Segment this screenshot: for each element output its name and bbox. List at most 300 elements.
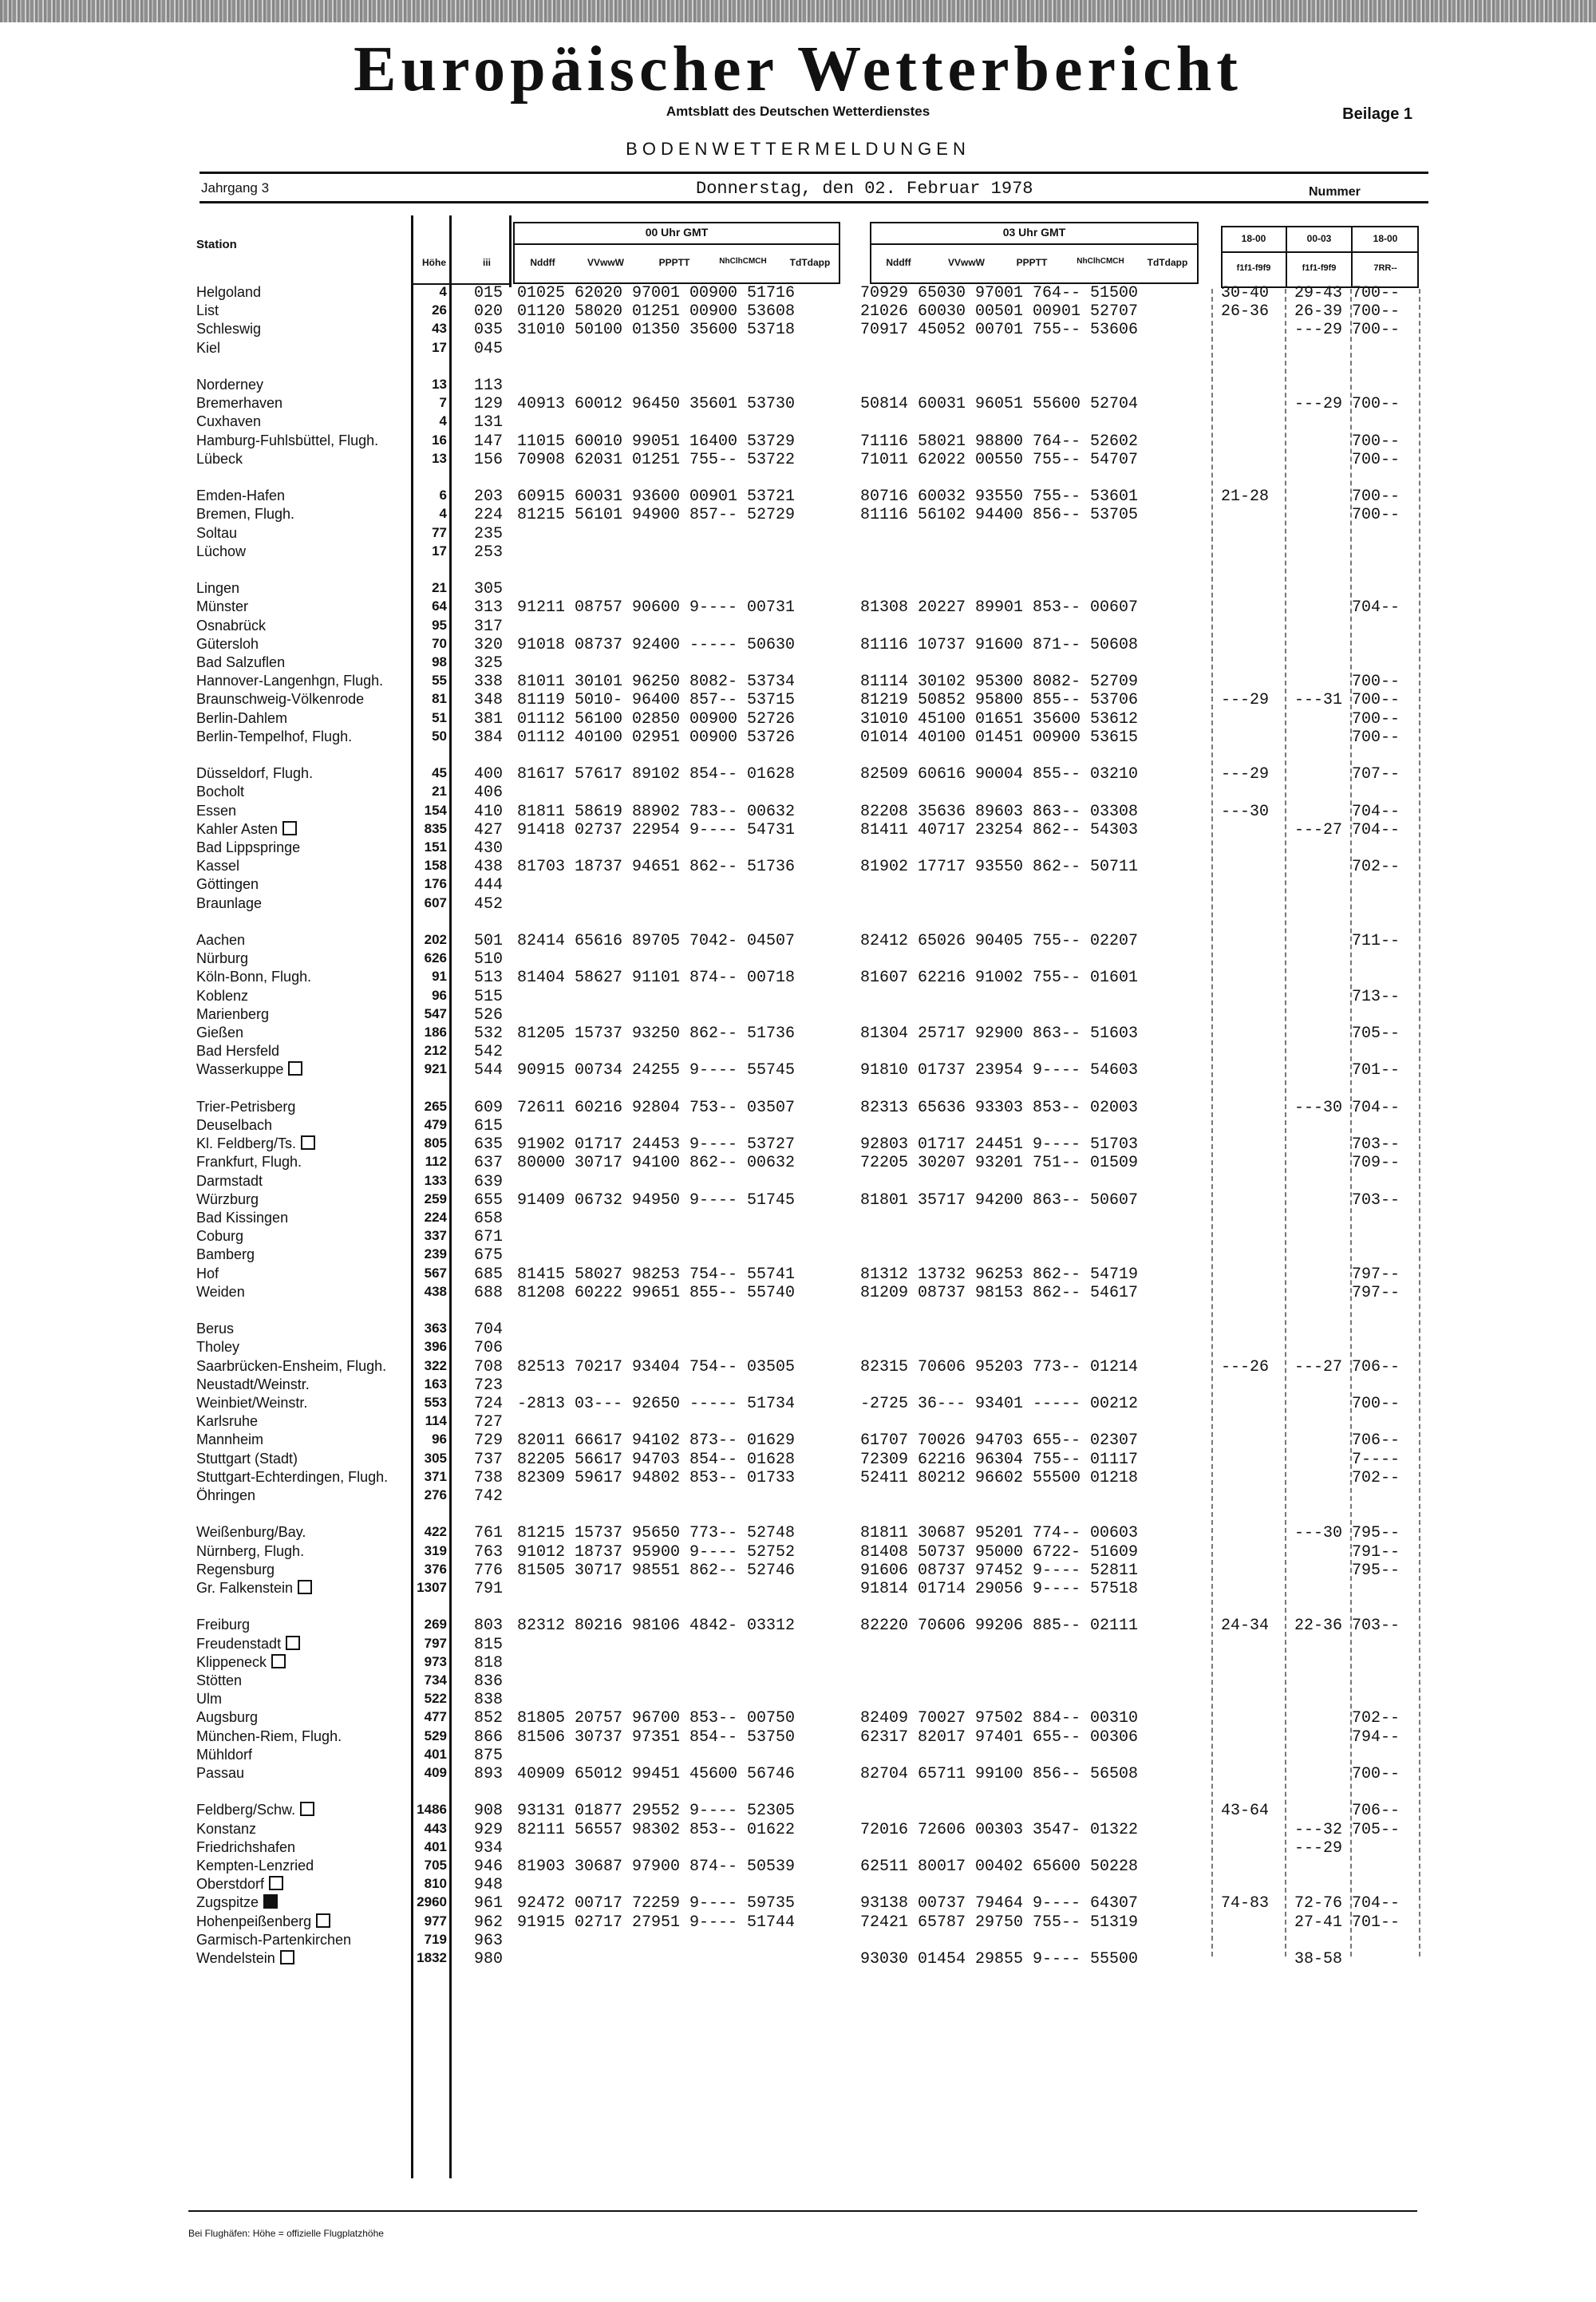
- station-name: [196, 1691, 222, 1708]
- nummer-label: Nummer: [1309, 185, 1361, 199]
- rule-bottom: [188, 2210, 1417, 2212]
- table-row: [0, 488, 1596, 506]
- station-index: 706: [474, 1339, 504, 1358]
- station-height: 96: [432, 987, 447, 1003]
- station-name: [196, 932, 245, 949]
- obs-03-gmt: 62317 82017 97401 655-- 00306: [860, 1727, 1139, 1747]
- station-name: [196, 1672, 242, 1689]
- obs-00-gmt: 81215 56101 94900 857-- 52729: [517, 506, 796, 525]
- obs-03-gmt: -2725 36--- 93401 ----- 00212: [860, 1395, 1139, 1413]
- station-name: [196, 1562, 275, 1578]
- obs-00-gmt: 93131 01877 29552 9---- 52305: [517, 1802, 796, 1821]
- station-name-text: Cuxhaven: [196, 413, 262, 430]
- extra-7rr: 713--: [1352, 987, 1400, 1006]
- station-name: [196, 1135, 315, 1152]
- obs-00-gmt: 81415 58027 98253 754-- 55741: [517, 1265, 796, 1284]
- obs-00-gmt: 82312 80216 98106 4842- 03312: [517, 1617, 796, 1636]
- station-name-text: Stötten: [196, 1672, 243, 1688]
- station-index: 544: [474, 1061, 504, 1080]
- station-height: 479: [424, 1117, 447, 1132]
- table-row: [0, 673, 1596, 691]
- table-row: [0, 636, 1596, 654]
- table-row: [0, 1672, 1596, 1691]
- obs-00-gmt: 81119 5010- 96400 857-- 53715: [517, 691, 796, 710]
- extra-7rr: 700--: [1352, 691, 1400, 710]
- station-name-text: Garmisch-Partenkirchen: [196, 1931, 352, 1948]
- obs-03-gmt: 81114 30102 95300 8082- 52709: [860, 673, 1139, 692]
- station-height: 77: [432, 524, 447, 540]
- col00-clouds: NhClhCMCH: [719, 257, 767, 266]
- table-row: [0, 803, 1596, 821]
- station-name: [196, 1654, 286, 1671]
- extra-18-00: 74-83: [1221, 1894, 1270, 1913]
- station-name-text: Lübeck: [196, 450, 243, 467]
- station-name: [196, 1487, 255, 1504]
- station-index: 113: [474, 377, 504, 395]
- table-row: [0, 1709, 1596, 1727]
- extra-00-03: ---29: [1294, 1838, 1343, 1858]
- station-height: 50: [432, 728, 447, 744]
- extra-00-03: ---32: [1294, 1820, 1343, 1839]
- obs-00-gmt: 40909 65012 99451 45600 56746: [517, 1765, 796, 1783]
- extra-7rr: 797--: [1352, 1283, 1400, 1302]
- station-name-text: Zugspitze: [196, 1894, 259, 1911]
- extra-7rr: 705--: [1352, 1820, 1400, 1839]
- station-index: 791: [474, 1580, 504, 1598]
- obs-03-gmt: 72205 30207 93201 751-- 01509: [860, 1154, 1139, 1173]
- station-height: 438: [424, 1283, 447, 1299]
- station-name: [196, 821, 297, 838]
- station-height: 319: [424, 1542, 447, 1558]
- extra-18-00: ---29: [1221, 765, 1270, 784]
- station-height: 16: [432, 432, 447, 448]
- obs-00-gmt: 11015 60010 99051 16400 53729: [517, 432, 796, 451]
- extra-7rr: 700--: [1352, 488, 1400, 507]
- station-name-text: Passau: [196, 1765, 245, 1781]
- station-height: 276: [424, 1487, 447, 1502]
- station-name: [196, 451, 243, 468]
- col03-nddff: Nddff: [886, 257, 911, 268]
- obs-03-gmt: 81116 56102 94400 856-- 53705: [860, 506, 1139, 525]
- extra-7rr: 704--: [1352, 598, 1400, 618]
- col00-vvwww: VVwwW: [587, 257, 624, 268]
- station-name: [196, 673, 383, 689]
- station-name: [196, 1543, 304, 1560]
- station-name: [196, 784, 244, 800]
- extra-7rr: 704--: [1352, 1098, 1400, 1117]
- station-name-text: Feldberg/Schw.: [196, 1802, 296, 1818]
- table-row: [0, 413, 1596, 432]
- open-square-marker: [280, 1950, 294, 1964]
- col-iii: iii: [482, 257, 491, 268]
- station-index: 320: [474, 635, 504, 654]
- obs-00-gmt: 92472 00717 72259 9---- 59735: [517, 1894, 796, 1913]
- table-row: [0, 876, 1596, 894]
- table-row: [0, 969, 1596, 987]
- station-name-text: Stuttgart-Echterdingen, Flugh.: [196, 1468, 389, 1485]
- col03-tdapp: TdTdapp: [1147, 257, 1188, 268]
- obs-03-gmt: 81116 10737 91600 871-- 50608: [860, 635, 1139, 654]
- obs-00-gmt: 82513 70217 93404 754-- 03505: [517, 1357, 796, 1376]
- rule-top: [200, 172, 1428, 174]
- subtitle: Amtsblatt des Deutschen Wetterdienstes: [666, 104, 930, 119]
- extra-7rr: 704--: [1352, 820, 1400, 839]
- extra-7rr: 700--: [1352, 302, 1400, 322]
- obs-03-gmt: 50814 60031 96051 55600 52704: [860, 395, 1139, 414]
- station-index: 156: [474, 450, 504, 469]
- extra-7rr: 795--: [1352, 1561, 1400, 1580]
- station-name-text: Mannheim: [196, 1431, 264, 1448]
- station-height: 13: [432, 377, 447, 392]
- station-name: [196, 413, 261, 430]
- issue-date: Donnerstag, den 02. Februar 1978: [696, 179, 1033, 199]
- station-name-text: Oberstdorf: [196, 1876, 265, 1893]
- station-name: [196, 803, 236, 819]
- station-index: 948: [474, 1876, 504, 1895]
- station-height: 70: [432, 635, 447, 651]
- obs-03-gmt: 82509 60616 90004 855-- 03210: [860, 765, 1139, 784]
- station-height: 163: [424, 1376, 447, 1392]
- station-name: [196, 1580, 312, 1597]
- station-index: 129: [474, 395, 504, 414]
- station-name-text: Weiden: [196, 1283, 245, 1300]
- extra-00-03: ---27: [1294, 820, 1343, 839]
- extra-00-03: 26-39: [1294, 302, 1343, 322]
- station-height: 705: [424, 1858, 447, 1873]
- station-name-text: Kiel: [196, 339, 221, 356]
- extra-00-03: 22-36: [1294, 1617, 1343, 1636]
- station-name: [196, 1043, 279, 1060]
- table-row: [0, 1395, 1596, 1413]
- extra-7rr: 704--: [1352, 1894, 1400, 1913]
- station-name: [196, 636, 259, 653]
- table-row: [0, 377, 1596, 395]
- station-index: 934: [474, 1838, 504, 1858]
- station-name: [196, 858, 239, 875]
- station-height: 112: [425, 1154, 447, 1170]
- station-name: [196, 691, 364, 708]
- table-row: [0, 1543, 1596, 1562]
- obs-00-gmt: 01025 62020 97001 00900 51716: [517, 284, 796, 302]
- table-row: [0, 654, 1596, 673]
- extra-7rr: 700--: [1352, 432, 1400, 451]
- col00-nddff: Nddff: [530, 257, 555, 268]
- station-name-text: Hamburg-Fuhlsbüttel, Flugh.: [196, 432, 379, 448]
- table-row: [0, 1173, 1596, 1191]
- obs-00-gmt: 81404 58627 91101 874-- 00718: [517, 969, 796, 988]
- station-index: 852: [474, 1709, 504, 1728]
- obs-00-gmt: 01120 58020 01251 00900 53608: [517, 302, 796, 322]
- table-row: [0, 1469, 1596, 1487]
- table-row: [0, 1691, 1596, 1709]
- station-name: [196, 598, 248, 615]
- station-height: 81: [432, 691, 447, 707]
- extra-col-2: 00-03: [1306, 233, 1332, 244]
- station-name-text: Nürburg: [196, 950, 249, 967]
- obs-00-gmt: -2813 03--- 92650 ----- 51734: [517, 1395, 796, 1413]
- station-index: 131: [474, 413, 504, 432]
- station-index: 452: [474, 894, 504, 914]
- obs-03-gmt: 81607 62216 91002 755-- 01601: [860, 969, 1139, 988]
- station-height: 477: [424, 1709, 447, 1725]
- station-height: 133: [424, 1172, 447, 1188]
- table-row: [0, 451, 1596, 469]
- obs-00-gmt: 81505 30717 98551 862-- 52746: [517, 1561, 796, 1580]
- table-row: [0, 1562, 1596, 1580]
- station-height: 265: [424, 1098, 447, 1114]
- extra-18-00: ---26: [1221, 1357, 1270, 1376]
- station-name: [196, 580, 239, 597]
- station-index: 532: [474, 1025, 504, 1043]
- station-index: 235: [474, 524, 504, 543]
- station-name: [196, 618, 266, 634]
- station-name: [196, 1284, 245, 1301]
- col03-vvwww: VVwwW: [947, 257, 985, 268]
- obs-03-gmt: 81308 20227 89901 853-- 00607: [860, 598, 1139, 618]
- station-name: [196, 1451, 298, 1467]
- table-row: [0, 765, 1596, 784]
- station-index: 658: [474, 1210, 504, 1228]
- station-height: 409: [424, 1765, 447, 1780]
- obs-03-gmt: 31010 45100 01651 35600 53612: [860, 709, 1139, 729]
- station-height: 371: [424, 1468, 447, 1484]
- station-name: [196, 1747, 252, 1763]
- section-title: BODENWETTERMELDUNGEN: [626, 139, 970, 159]
- col00-tdapp: TdTdapp: [789, 257, 831, 268]
- station-name: [196, 765, 313, 782]
- obs-00-gmt: 82309 59617 94802 853-- 01733: [517, 1468, 796, 1487]
- station-name: [196, 1413, 258, 1430]
- beilage-label: Beilage 1: [1342, 105, 1412, 123]
- station-height: 4: [439, 284, 447, 299]
- station-name: [196, 1173, 263, 1190]
- station-name-text: Klippeneck: [196, 1653, 267, 1670]
- station-height: 973: [424, 1653, 447, 1669]
- station-name-text: Münster: [196, 598, 249, 615]
- extra-7rr: 701--: [1352, 1061, 1400, 1080]
- station-index: 946: [474, 1858, 504, 1876]
- extra-18-00: 30-40: [1221, 284, 1270, 302]
- station-height: 422: [424, 1524, 447, 1540]
- extra-18-00: 21-28: [1221, 488, 1270, 507]
- table-row: [0, 729, 1596, 747]
- station-name-text: Bocholt: [196, 784, 245, 800]
- station-name: [196, 950, 248, 967]
- station-name: [196, 1524, 306, 1541]
- station-name-text: Norderney: [196, 377, 264, 393]
- table-row: [0, 1821, 1596, 1839]
- extra-18-00: ---30: [1221, 802, 1270, 821]
- table-row: [0, 1154, 1596, 1172]
- station-height: 1486: [417, 1802, 447, 1818]
- extra-sub-1: f1f1-f9f9: [1236, 263, 1271, 273]
- station-name-text: Darmstadt: [196, 1172, 263, 1189]
- station-name: [196, 839, 300, 856]
- station-height: 176: [424, 876, 447, 892]
- station-name-text: Öhringen: [196, 1487, 256, 1503]
- station-index: 427: [474, 820, 504, 839]
- station-height: 21: [432, 784, 447, 800]
- obs-03-gmt: 91606 08737 97452 9---- 52811: [860, 1561, 1139, 1580]
- station-name-text: Wendelstein: [196, 1950, 275, 1966]
- station-name-text: Soltau: [196, 524, 238, 541]
- rule-after-iii: [509, 215, 512, 287]
- table-row: [0, 1043, 1596, 1061]
- station-height: 607: [424, 894, 447, 910]
- station-name-text: Nürnberg, Flugh.: [196, 1542, 305, 1559]
- obs-00-gmt: 82414 65616 89705 7042- 04507: [517, 932, 796, 950]
- station-height: 734: [424, 1672, 447, 1688]
- obs-03-gmt: 72016 72606 00303 3547- 01322: [860, 1820, 1139, 1839]
- station-index: 688: [474, 1283, 504, 1302]
- open-square-marker: [286, 1636, 300, 1650]
- extra-col-1: 18-00: [1241, 233, 1266, 244]
- station-height: 921: [424, 1061, 447, 1077]
- extra-18-00: ---29: [1221, 691, 1270, 710]
- table-row: [0, 1321, 1596, 1339]
- station-index: 639: [474, 1172, 504, 1191]
- station-name: [196, 1376, 310, 1393]
- obs-00-gmt: 81208 60222 99651 855-- 55740: [517, 1283, 796, 1302]
- extra-00-03: ---29: [1294, 321, 1343, 340]
- station-height: 55: [432, 673, 447, 689]
- table-row: [0, 1284, 1596, 1302]
- obs-03-gmt: 81219 50852 95800 855-- 53706: [860, 691, 1139, 710]
- station-name-text: Marienberg: [196, 1005, 270, 1022]
- obs-00-gmt: 31010 50100 01350 35600 53718: [517, 321, 796, 340]
- obs-03-gmt: 81902 17717 93550 862-- 50711: [860, 858, 1139, 877]
- station-name-text: Köln-Bonn, Flugh.: [196, 969, 312, 985]
- station-name-text: Ulm: [196, 1691, 222, 1708]
- station-name: [196, 1117, 272, 1134]
- station-height: 977: [424, 1913, 447, 1929]
- obs-00-gmt: 91211 08757 90600 9---- 00731: [517, 598, 796, 618]
- station-name: [196, 284, 261, 301]
- table-row: [0, 340, 1596, 358]
- obs-00-gmt: 70908 62031 01251 755-- 53722: [517, 450, 796, 469]
- station-height: 51: [432, 709, 447, 725]
- station-height: 239: [424, 1246, 447, 1262]
- station-name-text: Konstanz: [196, 1820, 257, 1837]
- station-index: 313: [474, 598, 504, 618]
- table-row: [0, 1266, 1596, 1284]
- station-height: 13: [432, 450, 447, 466]
- station-index: 224: [474, 506, 504, 525]
- station-index: 742: [474, 1487, 504, 1506]
- station-index: 815: [474, 1635, 504, 1654]
- station-height: 45: [432, 765, 447, 781]
- extra-7rr: 795--: [1352, 1524, 1400, 1543]
- station-index: 035: [474, 321, 504, 340]
- station-height: 96: [432, 1431, 447, 1447]
- station-name-text: Tholey: [196, 1339, 240, 1356]
- obs-00-gmt: 01112 56100 02850 00900 52726: [517, 709, 796, 729]
- table-row: [0, 284, 1596, 302]
- extra-sub-2: f1f1-f9f9: [1302, 263, 1337, 273]
- station-name-text: Bamberg: [196, 1246, 255, 1263]
- obs-03-gmt: 91814 01714 29056 9---- 57518: [860, 1580, 1139, 1598]
- station-index: 655: [474, 1190, 504, 1210]
- station-height: 337: [424, 1228, 447, 1244]
- station-height: 26: [432, 302, 447, 318]
- station-index: 763: [474, 1542, 504, 1562]
- table-row: [0, 1524, 1596, 1542]
- table-row: [0, 506, 1596, 524]
- obs-03-gmt: 81801 35717 94200 863-- 50607: [860, 1190, 1139, 1210]
- table-row: [0, 1894, 1596, 1913]
- obs-00-gmt: 81805 20757 96700 853-- 00750: [517, 1709, 796, 1728]
- station-name: [196, 377, 263, 393]
- station-name: [196, 1821, 256, 1838]
- extra-7rr: 700--: [1352, 395, 1400, 414]
- extra-7rr: 702--: [1352, 858, 1400, 877]
- extra-18-00: 43-64: [1221, 1802, 1270, 1821]
- station-name: [196, 1932, 351, 1949]
- table-row: [0, 1765, 1596, 1783]
- obs-03-gmt: 72421 65787 29750 755-- 51319: [860, 1913, 1139, 1932]
- group-03-title: 03 Uhr GMT: [1002, 226, 1066, 239]
- obs-00-gmt: 91012 18737 95900 9---- 52752: [517, 1542, 796, 1562]
- obs-03-gmt: 82208 35636 89603 863-- 03308: [860, 802, 1139, 821]
- scan-noise-band: [0, 0, 1596, 22]
- station-name: [196, 654, 285, 671]
- station-index: 317: [474, 617, 504, 636]
- col03-ppptt: PPPTT: [1016, 257, 1048, 268]
- table-row: [0, 580, 1596, 598]
- obs-03-gmt: 82315 70606 95203 773-- 01214: [860, 1357, 1139, 1376]
- station-height: 805: [424, 1135, 447, 1151]
- station-index: 015: [474, 284, 504, 302]
- station-name-text: Weinbiet/Weinstr.: [196, 1395, 308, 1411]
- obs-00-gmt: 81811 58619 88902 783-- 00632: [517, 802, 796, 821]
- station-name: [196, 506, 294, 523]
- table-row: [0, 950, 1596, 969]
- obs-00-gmt: 91409 06732 94950 9---- 51745: [517, 1190, 796, 1210]
- table-row: [0, 1728, 1596, 1747]
- station-name: [196, 1266, 219, 1282]
- table-row: [0, 1376, 1596, 1395]
- table-row: [0, 1636, 1596, 1654]
- station-name: [196, 1228, 243, 1245]
- station-index: 542: [474, 1043, 504, 1062]
- obs-00-gmt: 82205 56617 94703 854-- 01628: [517, 1450, 796, 1469]
- station-name: [196, 1894, 278, 1911]
- extra-sub-3: 7RR--: [1373, 263, 1397, 273]
- station-name-text: Bad Lippspringe: [196, 839, 301, 855]
- station-index: 962: [474, 1913, 504, 1932]
- station-index: 515: [474, 987, 504, 1006]
- extra-7rr: 704--: [1352, 802, 1400, 821]
- col-station: Station: [196, 238, 237, 251]
- station-height: 7: [439, 395, 447, 411]
- station-index: 045: [474, 339, 504, 358]
- station-height: 810: [424, 1876, 447, 1892]
- obs-00-gmt: 60915 60031 93600 00901 53721: [517, 488, 796, 507]
- station-name: [196, 543, 246, 560]
- extra-7rr: 707--: [1352, 765, 1400, 784]
- table-row: [0, 988, 1596, 1006]
- table-row: [0, 1839, 1596, 1858]
- station-name-text: Würzburg: [196, 1190, 259, 1207]
- table-row: [0, 1617, 1596, 1635]
- station-name-text: Weißenburg/Bay.: [196, 1524, 306, 1541]
- station-name-text: Trier-Petrisberg: [196, 1098, 296, 1115]
- station-name: [196, 1191, 259, 1208]
- obs-00-gmt: 81215 15737 95650 773-- 52748: [517, 1524, 796, 1543]
- station-name-text: Hohenpeißenberg: [196, 1913, 312, 1929]
- obs-03-gmt: 61707 70026 94703 655-- 02307: [860, 1431, 1139, 1451]
- station-name: [196, 1395, 307, 1412]
